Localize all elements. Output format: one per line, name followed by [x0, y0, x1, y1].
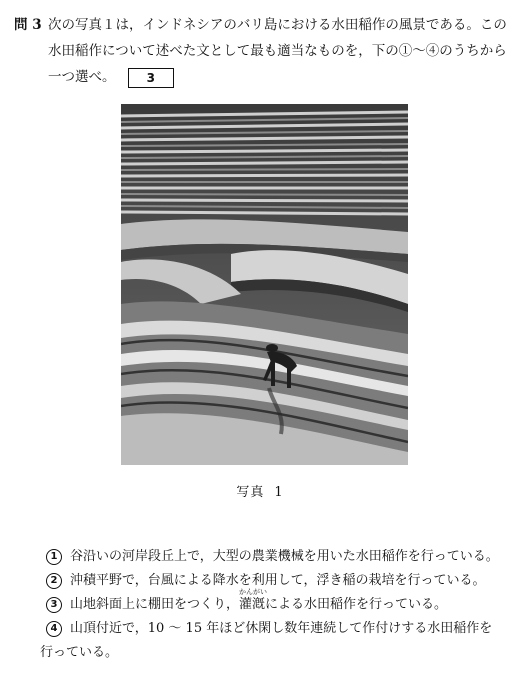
option-4[interactable]: [46, 617, 510, 641]
option-mark: 4: [46, 621, 62, 637]
question-label: 問 3: [14, 17, 42, 33]
option-text: 沖積平野で，台風による降水を利用して，浮き稲の栽培を行っている。: [70, 573, 486, 588]
option-2[interactable]: [46, 569, 510, 593]
answer-options: [40, 545, 510, 665]
ruby-base: 灌漑: [239, 597, 266, 612]
option-mark: 2: [46, 573, 62, 589]
caption-label: 写真: [236, 485, 265, 500]
rice-terrace-photo: [121, 104, 408, 465]
question-text: [48, 12, 508, 90]
option-text-after: による水田稲作を行っている。: [265, 597, 448, 612]
ruby-reading: かんがい: [239, 588, 268, 596]
option-3[interactable]: [46, 588, 510, 617]
ruby-word: [239, 588, 268, 612]
option-1[interactable]: [46, 545, 510, 569]
question-prompt: 次の写真１は，インドネシアのバリ島における水田稲作の風景である。この水田稲作について述べた文として最も適当なものを，下の①～④のうちから一つ選べ。: [48, 17, 507, 85]
option-text: 山頂付近で，10 ～ 15 年ほど休閑し数年連続して作付けする水田稲作を: [70, 621, 493, 636]
option-text: 谷沿いの河岸段丘上で，大型の農業機械を用いた水田稲作を行っている。: [70, 549, 499, 564]
option-mark: 3: [46, 597, 62, 613]
option-mark: 1: [46, 549, 62, 565]
option-text-before: 山地斜面上に棚田をつくり，: [70, 597, 240, 612]
option-4-continuation: [40, 641, 510, 665]
answer-box[interactable]: 3: [128, 68, 174, 88]
option-text-cont: 行っている。: [40, 645, 119, 660]
rice-terrace-image: [121, 104, 408, 465]
caption-number: 1: [274, 485, 284, 500]
photo-caption: [0, 481, 520, 500]
